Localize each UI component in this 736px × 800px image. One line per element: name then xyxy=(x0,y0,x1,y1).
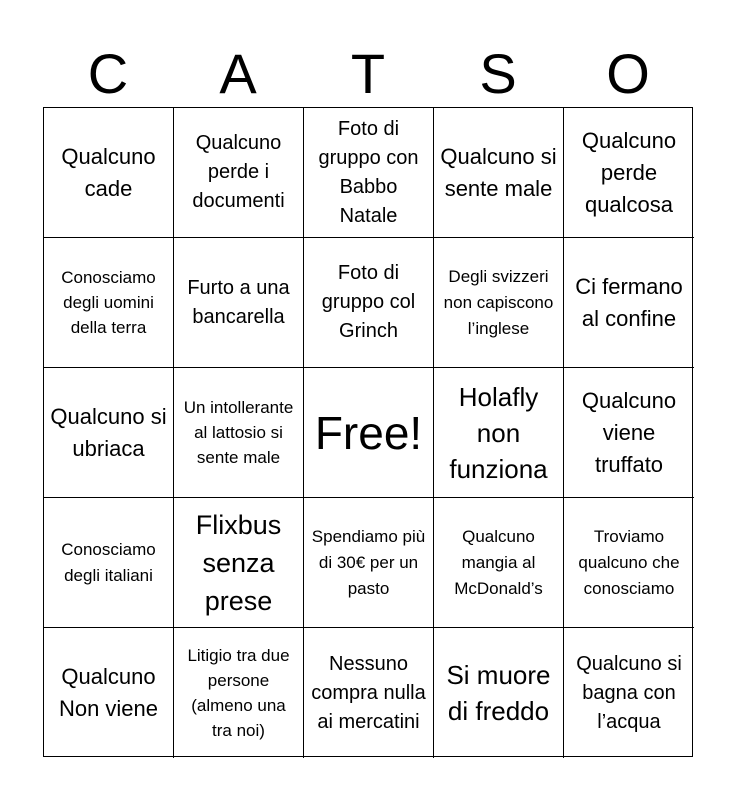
bingo-cell[interactable] xyxy=(174,368,304,498)
cell-text: Qualcuno si sente male xyxy=(440,143,557,201)
bingo-cell[interactable] xyxy=(174,498,304,628)
cell-text: Troviamo qualcuno che conosciamo xyxy=(578,526,680,598)
bingo-cell[interactable] xyxy=(304,108,434,238)
cell-text: Holafly non funziona xyxy=(449,381,548,484)
cell-text: Qualcuno perde i documenti xyxy=(192,132,285,212)
bingo-cell[interactable] xyxy=(434,108,564,238)
bingo-cell[interactable] xyxy=(564,498,694,628)
bingo-cell[interactable] xyxy=(304,238,434,368)
cell-text: Litigio tra due persone (almeno una tra noi) xyxy=(187,646,290,740)
cell-text: Spendiamo più di 30€ per un pasto xyxy=(311,526,426,598)
cell-text: Foto di gruppo con Babbo Natale xyxy=(318,117,419,227)
bingo-cell[interactable] xyxy=(434,498,564,628)
cell-text: Ci fermano al confine xyxy=(575,273,683,331)
header-letter-c: C xyxy=(87,42,129,105)
bingo-cell[interactable] xyxy=(174,108,304,238)
bingo-cell[interactable] xyxy=(44,238,174,368)
bingo-cell[interactable] xyxy=(564,368,694,498)
bingo-cell[interactable] xyxy=(304,628,434,758)
cell-text: Furto a una bancarella xyxy=(187,276,290,328)
bingo-board xyxy=(43,107,693,757)
cell-text: Qualcuno viene truffato xyxy=(581,387,677,477)
cell-text: Qualcuno cade xyxy=(61,143,156,201)
bingo-cell[interactable] xyxy=(44,498,174,628)
cell-text: Qualcuno mangia al McDonald’s xyxy=(454,526,543,598)
cell-text: Conosciamo degli italiani xyxy=(61,539,156,585)
bingo-cell[interactable] xyxy=(434,238,564,368)
bingo-cell[interactable] xyxy=(304,498,434,628)
bingo-header xyxy=(43,40,693,108)
cell-text: Un intollerante al lattosio si sente male xyxy=(183,398,294,467)
header-letter-s: S xyxy=(479,42,517,105)
free-text: Free! xyxy=(314,406,423,459)
bingo-cell[interactable] xyxy=(564,628,694,758)
bingo-cell[interactable] xyxy=(434,628,564,758)
cell-text: Qualcuno Non viene xyxy=(58,664,159,721)
bingo-cell[interactable] xyxy=(44,108,174,238)
bingo-cell[interactable] xyxy=(44,368,174,498)
header-letter-o: O xyxy=(606,42,650,105)
bingo-cell[interactable] xyxy=(44,628,174,758)
bingo-cell[interactable] xyxy=(564,238,694,368)
cell-text: Nessuno compra nulla ai mercatini xyxy=(311,652,426,733)
cell-text: Foto di gruppo col Grinch xyxy=(321,262,416,342)
cell-text: Si muore di freddo xyxy=(446,660,551,726)
header-letter-t: T xyxy=(350,42,386,105)
bingo-cell[interactable] xyxy=(434,368,564,498)
bingo-cell[interactable] xyxy=(174,628,304,758)
cell-text: Qualcuno si ubriaca xyxy=(50,403,167,461)
cell-text: Degli svizzeri non capiscono l’inglese xyxy=(443,266,554,338)
cell-text: Conosciamo degli uomini della terra xyxy=(61,268,156,337)
bingo-cell[interactable] xyxy=(174,238,304,368)
bingo-cell[interactable] xyxy=(564,108,694,238)
cell-text: Qualcuno perde qualcosa xyxy=(581,127,677,217)
cell-text: Flixbus senza prese xyxy=(195,509,282,616)
free-cell[interactable] xyxy=(304,368,434,498)
cell-text: Qualcuno si bagna con l’acqua xyxy=(576,652,682,733)
header-letter-a: A xyxy=(219,42,257,105)
